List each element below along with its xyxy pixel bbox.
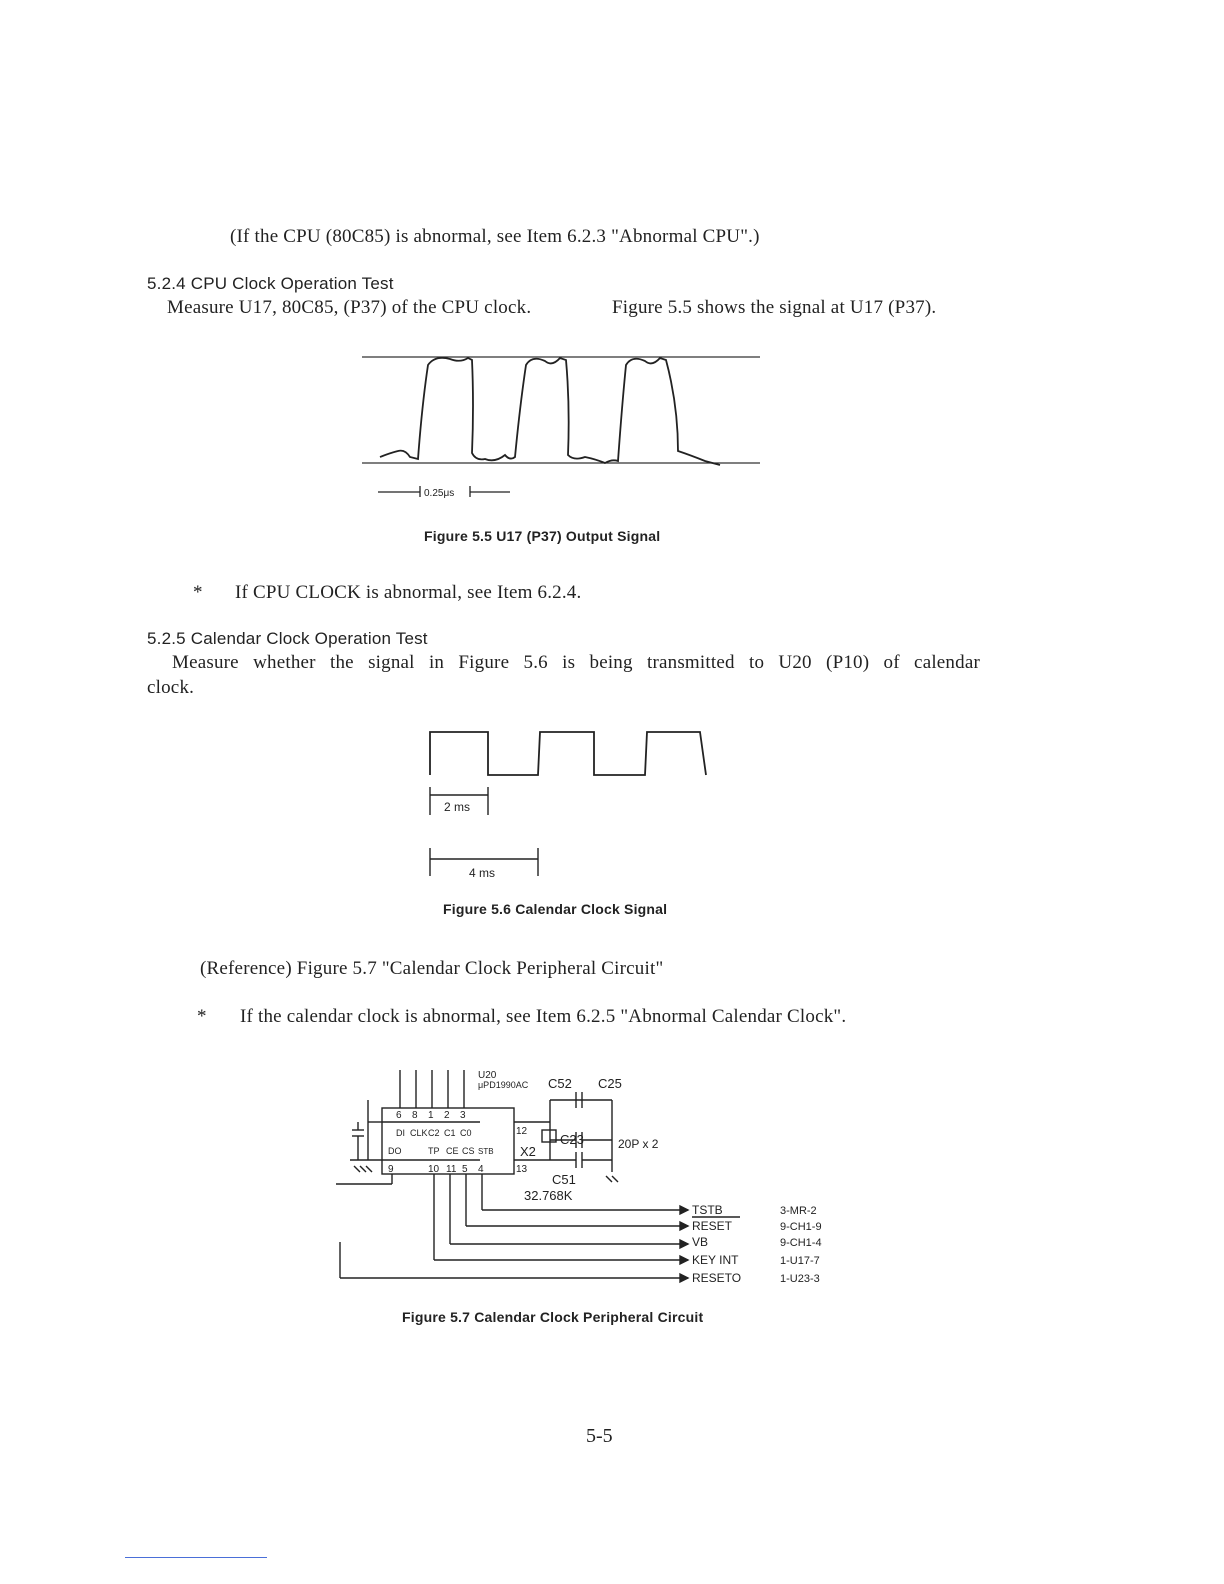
pin-number: 4 [478, 1164, 484, 1175]
signal-ref: 9-CH1-4 [780, 1237, 822, 1249]
pin-number: 6 [396, 1110, 402, 1121]
signal-ref: 3-MR-2 [780, 1205, 817, 1217]
pin-number: 1 [428, 1110, 434, 1121]
cap-c51-label: C51 [552, 1172, 576, 1187]
note-marker-524: * [193, 582, 203, 603]
pin-number: 8 [412, 1110, 418, 1121]
note-marker-525: * [197, 1006, 207, 1027]
section-body-525-line2: clock. [147, 677, 195, 698]
pin-number: 9 [388, 1164, 394, 1175]
pin-x2-label: X2 [520, 1144, 536, 1159]
signal-name: TSTB [692, 1203, 723, 1217]
signal-name: RESET [692, 1219, 733, 1233]
cap-c25-label: C25 [598, 1076, 622, 1091]
pin-name: C1 [444, 1128, 456, 1138]
cap-c52-label: C52 [548, 1076, 572, 1091]
pin-name: TP [428, 1146, 440, 1156]
pin-name: C2 [428, 1128, 440, 1138]
pin-name: CE [446, 1146, 459, 1156]
figure-5-7-caption: Figure 5.7 Calendar Clock Peripheral Circuit [402, 1309, 704, 1325]
note-525: If the calendar clock is abnormal, see Item 6.2.5 "Abnormal Calendar Clock". [240, 1006, 847, 1027]
pin-number: 5 [462, 1164, 468, 1175]
section-heading-525: 5.2.5 Calendar Clock Operation Test [147, 629, 428, 648]
figure-5-5-caption: Figure 5.5 U17 (P37) Output Signal [424, 528, 661, 544]
pin-number: 2 [444, 1110, 450, 1121]
pin-number: 12 [516, 1126, 528, 1137]
pin-number: 11 [446, 1164, 457, 1175]
calendar-clock-circuit [330, 1060, 850, 1290]
chip-part-number: μPD1990AC [478, 1080, 529, 1090]
calendar-half-period-label: 2 ms [444, 800, 471, 814]
crystal-label: 32.768K [524, 1188, 573, 1203]
pin-name: DO [388, 1146, 402, 1156]
calendar-clock-waveform [420, 722, 720, 887]
intro-note: (If the CPU (80C85) is abnormal, see Item 6.2.3 "Abnormal CPU".) [230, 226, 760, 247]
section-heading-524: 5.2.4 CPU Clock Operation Test [147, 274, 394, 293]
note-524: If CPU CLOCK is abnormal, see Item 6.2.4. [235, 582, 582, 603]
pin-name: STB [478, 1147, 494, 1156]
pin-name: C0 [460, 1128, 472, 1138]
signal-ref: 1-U23-3 [780, 1273, 820, 1285]
signal-ref: 9-CH1-9 [780, 1221, 822, 1233]
signal-name: VB [692, 1235, 709, 1249]
cpu-clock-waveform [360, 345, 765, 505]
section-body-524-part2: Figure 5.5 shows the signal at U17 (P37). [612, 297, 937, 318]
signal-ref: 1-U17-7 [780, 1255, 820, 1267]
calendar-period-label: 4 ms [469, 866, 496, 880]
signal-name: RESETO [692, 1271, 742, 1285]
pin-name: CS [462, 1146, 475, 1156]
pin-number: 10 [428, 1164, 440, 1175]
cpu-clock-period-label: 0.25μs [424, 488, 455, 499]
footer-rule [125, 1557, 267, 1558]
pin-name: DI [396, 1128, 405, 1138]
chip-name: U20 [478, 1070, 497, 1081]
cap-c23-label: C23 [560, 1132, 584, 1147]
cap-value-label: 20P x 2 [618, 1137, 659, 1151]
pin-number: 13 [516, 1164, 528, 1175]
pin-name: CLK [410, 1128, 428, 1138]
reference-note: (Reference) Figure 5.7 "Calendar Clock Peripheral Circuit" [200, 958, 664, 979]
pin-number: 3 [460, 1110, 466, 1121]
page-number: 5-5 [586, 1425, 613, 1447]
figure-5-6-caption: Figure 5.6 Calendar Clock Signal [443, 901, 668, 917]
section-body-525-line1: Measure whether the signal in Figure 5.6 is being transmitted to U20 (P10) of calendar [172, 652, 980, 673]
section-body-524: Measure U17, 80C85, (P37) of the CPU clock. [167, 297, 532, 318]
signal-name: KEY INT [692, 1253, 739, 1267]
